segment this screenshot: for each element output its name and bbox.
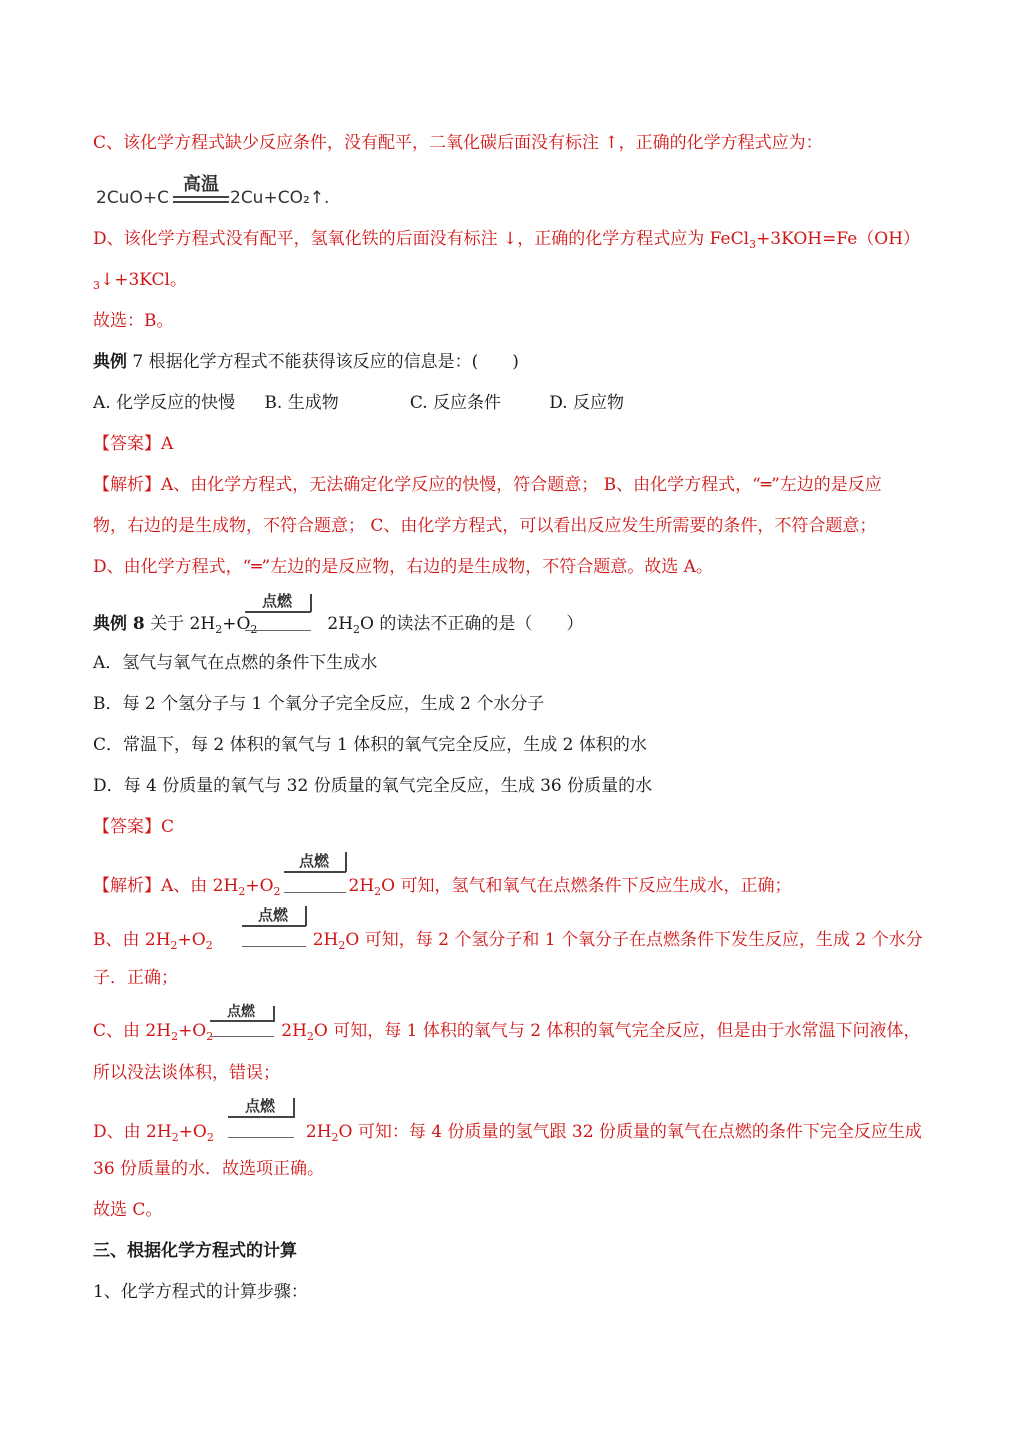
text-segment: +O: [177, 930, 206, 950]
equation-tick: [310, 594, 312, 612]
equation-tick: [345, 852, 347, 872]
text-segment: 2H: [327, 614, 354, 634]
example7-analysis-2: 物，右边的是生成物，不符合题意； C、由化学方程式，可以看出反应发生所需要的条件，不符合题意；: [93, 516, 877, 536]
subscript: 2: [273, 885, 281, 898]
example7-question: [93, 350, 519, 374]
subscript: 2: [170, 939, 178, 952]
text-segment: O 可知，每 1 体积的氧气与 2 体积的氧气完全反应，但是由于水常温下问液体，: [313, 1021, 921, 1041]
subscript: 2: [171, 1030, 179, 1043]
example-label: 典例: [93, 352, 127, 372]
equation-bar: [173, 196, 229, 198]
example8-option-a: A．氢气与氧气在点燃的条件下生成水: [93, 653, 378, 673]
text-segment: O 可知，氢气和氧气在点燃条件下反应生成水，正确；: [381, 876, 792, 896]
condition-label: 点燃: [257, 906, 288, 924]
subscript: 2: [331, 1131, 339, 1144]
equation-tick: [305, 906, 307, 926]
equation-bar: [245, 611, 311, 613]
equation-bar: [284, 871, 346, 873]
text-segment: O 可知：每 4 份质量的氢气跟 32 份质量的氧气在点燃的条件下完全反应生成: [338, 1122, 922, 1142]
equation-bar-lower: [210, 1036, 274, 1037]
text-segment: 2H: [312, 930, 339, 950]
subscript: 2: [250, 623, 258, 636]
text-segment: O 可知，每 2 个氢分子和 1 个氧分子在点燃条件下发生反应，生成 2 个水分: [345, 930, 923, 950]
choose-b: 故选：B。: [93, 311, 174, 331]
text-segment: B、由 2H: [93, 930, 171, 950]
example7-analysis-3: D、由化学方程式，“═”左边的是反应物，右边的是生成物，不符合题意。故选 A。: [93, 557, 713, 577]
condition-label: 点燃: [244, 1097, 275, 1115]
example7-answer: 【答案】A: [93, 434, 174, 454]
subscript: 2: [215, 623, 223, 636]
equation-cuo-c: [93, 176, 353, 216]
text-segment: +O: [245, 876, 274, 896]
section-step: 1、化学方程式的计算步骤：: [93, 1282, 308, 1302]
example8-option-c: C．常温下，每 2 体积的氧气与 1 体积的氧气完全反应，生成 2 体积的水: [93, 735, 647, 755]
example7-options: [93, 391, 624, 415]
text-segment: D、该化学方程式没有配平，氢氧化铁的后面没有标注 ↓，正确的化学方程式应为 FeCl: [93, 229, 750, 249]
option-c: C. 反应条件: [409, 393, 502, 413]
equation-tick: [273, 1006, 275, 1022]
text-segment: 关于 2H: [150, 614, 216, 634]
analysis-a: [93, 874, 792, 898]
equation-bar-lower: [242, 946, 306, 947]
option-b: B. 生成物: [264, 393, 339, 413]
subscript: 2: [205, 939, 213, 952]
text-segment: D、由 2H: [93, 1122, 172, 1142]
condition-label: 点燃: [227, 1004, 255, 1020]
equation-bar: [242, 925, 306, 927]
subscript: 2: [338, 939, 346, 952]
equation-bar: [228, 1116, 294, 1118]
text-segment: 2H: [281, 1021, 307, 1041]
analysis-b: [93, 928, 923, 952]
equation-bar-lower: [284, 892, 346, 893]
equation-bar-lower: [245, 630, 311, 631]
equation-bar-lower: [228, 1137, 294, 1138]
text-segment: +O: [178, 1122, 207, 1142]
question-text: 7 根据化学方程式不能获得该反应的信息是：( ): [132, 352, 519, 372]
subscript: 2: [374, 885, 382, 898]
equation-tick: [293, 1098, 295, 1118]
text-segment: +O: [178, 1021, 207, 1041]
text-segment: ↓+3KCl。: [100, 270, 187, 290]
example8-question: [93, 612, 583, 636]
choose-c: 故选 C。: [93, 1200, 163, 1220]
section-heading: 三、根据化学方程式的计算: [93, 1241, 297, 1261]
text-segment: O 的读法不正确的是（ ）: [360, 614, 584, 634]
subscript: 2: [306, 1030, 314, 1043]
subscript: 2: [238, 885, 246, 898]
analysis-d: [93, 1120, 922, 1144]
option-c-explanation: C、该化学方程式缺少反应条件，没有配平，二氧化碳后面没有标注 ↑，正确的化学方程式应为：: [93, 133, 823, 153]
example8-option-b: B．每 2 个氢分子与 1 个氧分子完全反应，生成 2 个水分子: [93, 694, 545, 714]
text-segment: 【解析】A、由 2H: [93, 876, 239, 896]
subscript: 2: [171, 1131, 179, 1144]
option-d: D. 反应物: [549, 393, 625, 413]
subscript: 2: [206, 1030, 214, 1043]
condition-label: 点燃: [261, 592, 292, 610]
subscript: 2: [206, 1131, 214, 1144]
text-segment: +3KOH=Fe（OH）: [756, 229, 921, 249]
example7-analysis-1: 【解析】A、由化学方程式，无法确定化学反应的快慢，符合题意； B、由化学方程式，“═”左边的是反应: [93, 475, 882, 495]
analysis-c: [93, 1019, 921, 1043]
equation-bar: [210, 1020, 274, 1022]
subscript: 3: [93, 279, 100, 292]
example8-option-d: D．每 4 份质量的氧气与 32 份质量的氧气完全反应，生成 36 份质量的水: [93, 776, 653, 796]
analysis-c-cont: 所以没法谈体积，错误；: [93, 1063, 280, 1083]
equation-right: 2Cu+CO₂↑.: [230, 188, 330, 208]
analysis-b-cont: 子．正确；: [93, 968, 178, 988]
equation-bar-lower: [173, 201, 229, 203]
text-segment: +O: [222, 614, 251, 634]
option-d-explanation-cont: [93, 268, 187, 292]
analysis-d-cont: 36 份质量的水．故选项正确。: [93, 1159, 325, 1179]
condition-label: 点燃: [298, 852, 329, 870]
equation-left: 2CuO+C: [96, 188, 169, 208]
equation-condition: 高温: [183, 174, 219, 195]
option-d-explanation: [93, 227, 920, 251]
text-segment: C、由 2H: [93, 1021, 172, 1041]
text-segment: 2H: [305, 1122, 332, 1142]
text-segment: 2H: [348, 876, 375, 896]
example8-answer: 【答案】C: [93, 817, 175, 837]
example-label: 典例 8: [93, 614, 145, 634]
subscript: 2: [353, 623, 361, 636]
subscript: 3: [749, 238, 757, 251]
option-a: A. 化学反应的快慢: [93, 393, 236, 413]
